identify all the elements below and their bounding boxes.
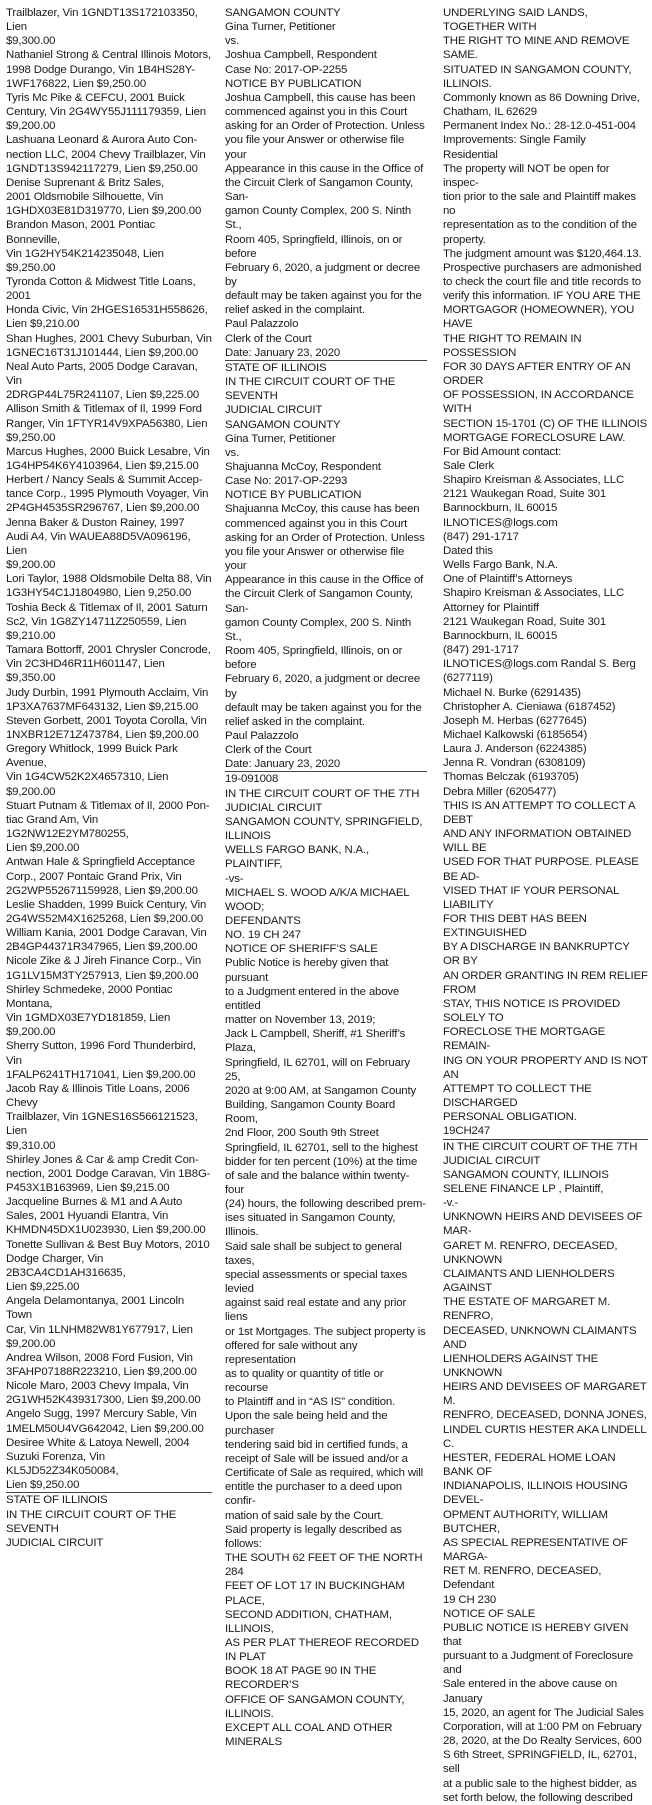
notice-line: Shan Hughes, 2001 Chevy Suburban, Vin xyxy=(6,332,212,345)
notice-line: ILLINOIS xyxy=(225,830,271,843)
notice-line: IN THE CIRCUIT COURT OF THE SEVENTH xyxy=(225,376,396,403)
notice-line: Case No: 2017-OP-2255 xyxy=(225,63,348,76)
notice-line: NOTICE OF SALE xyxy=(443,1607,536,1620)
notice-line: offered for sale without any representation xyxy=(225,1339,358,1366)
notice-line: One of Plaintiff’s Attorneys xyxy=(443,573,573,586)
notice-line: Tamara Bottorff, 2001 Chrysler Concrode, xyxy=(6,644,211,657)
notice-line: Shapiro Kreisman & Associates, LLC xyxy=(443,587,625,600)
legal-notice-block xyxy=(225,772,427,1749)
notice-line: Michael N. Burke (6291435) xyxy=(443,686,581,699)
notice-line: Commonly known as 86 Downing Drive, xyxy=(443,91,640,104)
notice-line: gamon County Complex, 200 S. Ninth St., xyxy=(225,616,412,643)
notice-line: NO. 19 CH 247 xyxy=(225,929,301,942)
notice-line: Lashuana Leonard & Aurora Auto Con- xyxy=(6,134,198,147)
notice-line: JUDICIAL CIRCUIT xyxy=(6,1536,104,1549)
notice-line: you file your Answer or otherwise file your xyxy=(225,134,405,161)
notice-line: FOR THIS DEBT HAS BEEN EXTINGUISHED xyxy=(443,913,587,940)
notice-line: Shajuanna McCoy, this cause has been xyxy=(225,503,420,516)
notice-line: Trailblazer, Vin 1GNES16S566121523, Lien xyxy=(6,1111,198,1138)
notice-line: 1GNEC16T31J101444, Lien $9,200.00 xyxy=(6,346,199,359)
notice-line: Honda Civic, Vin 2HGES16531H558626, xyxy=(6,304,208,317)
notice-line: UNKNOWN HEIRS AND DEVISEES OF MAR- xyxy=(443,1211,643,1238)
notice-line: or 1st Mortgages. The subject property is xyxy=(225,1325,426,1338)
notice-line: AN ORDER GRANTING IN REM RELIEF FROM xyxy=(443,969,648,996)
notice-line: The property will NOT be open for inspec- xyxy=(443,162,610,189)
notice-line: Herbert / Nancy Seals & Summit Accep- xyxy=(6,474,203,487)
notice-line: JUDICIAL CIRCUIT xyxy=(225,801,323,814)
notice-line: commenced against you in this Court xyxy=(225,106,408,119)
notice-line: JUDICIAL CIRCUIT xyxy=(225,404,323,417)
notice-line: GARET M. RENFRO, DECEASED, UNKNOWN xyxy=(443,1239,618,1266)
notice-line: P453X1B163969, Lien $9,215.00 xyxy=(6,1181,170,1194)
notice-line: Antwan Hale & Springfield Acceptance xyxy=(6,856,195,869)
notice-line: 1P3XA7637MF643132, Lien $9,215.00 xyxy=(6,700,199,713)
notice-line: Chatham, IL 62629 xyxy=(443,106,537,119)
notice-line: Allison Smith & Titlemax of Il, 1999 Ford xyxy=(6,403,202,416)
notice-line: $9,250.00 xyxy=(6,431,56,444)
notice-line: receipt of Sale will be issued and/or a xyxy=(225,1452,408,1465)
notice-line: MORTGAGOR (HOMEOWNER), YOU HAVE xyxy=(443,304,635,331)
notice-line: Michael Kalkowski (6185654) xyxy=(443,728,588,741)
notice-line: tance Corp., 1995 Plymouth Voyager, Vin xyxy=(6,488,209,501)
notice-line: 2121 Waukegan Road, Suite 301 xyxy=(443,615,607,628)
notice-line: nection LLC, 2004 Chevy Trailblazer, Vin xyxy=(6,148,206,161)
notice-line: SANGAMON COUNTY xyxy=(225,418,341,431)
notice-line: ILNOTICES@logs.com Randal S. Berg xyxy=(443,658,636,671)
notice-line: ises situated in Sangamon County, Illinois. xyxy=(225,1212,396,1239)
notice-line: Toshia Beck & Titlemax of Il, 2001 Saturn xyxy=(6,601,208,614)
notice-line: vs. xyxy=(225,446,240,459)
notice-line: Building, Sangamon County Board Room, xyxy=(225,1099,396,1126)
notice-line: IN THE CIRCUIT COURT OF THE 7TH xyxy=(443,1140,638,1153)
notice-line: STAY, THIS NOTICE IS PROVIDED SOLELY TO xyxy=(443,997,621,1025)
notice-line: Attorney for Plaintiff xyxy=(443,601,539,614)
notice-line: INDIANAPOLIS, ILLINOIS HOUSING DEVEL- xyxy=(443,1480,628,1507)
notice-line: Leslie Shadden, 1999 Buick Century, Vin xyxy=(6,898,207,911)
notice-line: $9,210.00 xyxy=(6,629,56,642)
notice-line: Thomas Belczak (6193705) xyxy=(443,771,579,784)
column-3 xyxy=(443,6,648,1804)
notice-line: FOR 30 DAYS AFTER ENTRY OF AN ORDER xyxy=(443,360,631,388)
notice-line: $9,200.00 xyxy=(6,1337,56,1350)
notice-line: 1GNDT13S942117279, Lien $9,250.00 xyxy=(6,162,198,175)
notice-line: Tyronda Cotton & Midwest Title Loans, 2001 xyxy=(6,275,196,303)
notice-line: William Kania, 2001 Dodge Caravan, Vin xyxy=(6,927,207,940)
notice-line: 1998 Dodge Durango, Vin 1B4HS28Y- xyxy=(6,63,195,76)
notice-line: SANGAMON COUNTY, ILLINOIS xyxy=(443,1168,609,1181)
notice-line: Springfield, IL 62701, sell to the highest xyxy=(225,1141,418,1154)
notice-line: NOTICE BY PUBLICATION xyxy=(225,77,362,90)
notice-line: Said sale shall be subject to general taxes, xyxy=(225,1240,402,1267)
notice-line: set forth below, the following described xyxy=(443,1791,633,1804)
notice-line: Sherry Sutton, 1996 Ford Thunderbird, Vin xyxy=(6,1040,196,1067)
notice-line: 2DRGP44L75R241107, Lien $9,225.00 xyxy=(6,389,200,402)
notice-line: 2nd Floor, 200 South 9th Street xyxy=(225,1127,379,1140)
notice-line: HESTER, FEDERAL HOME LOAN BANK OF xyxy=(443,1451,616,1479)
notice-line: Jenna R. Vondran (6308109) xyxy=(443,757,586,770)
notice-line: -vs- xyxy=(225,872,244,885)
notice-line: gamon County Complex, 200 S. Ninth St., xyxy=(225,205,412,232)
notice-line: FEET OF LOT 17 IN BUCKINGHAM PLACE, xyxy=(225,1580,405,1607)
notice-line: 19-091008 xyxy=(225,773,279,786)
notice-line: LINDEL CURTIS HESTER AKA LINDELL C. xyxy=(443,1423,647,1450)
notice-line: 28, 2020, at the Do Realty Services, 600 xyxy=(443,1735,642,1748)
notice-line: Paul Palazzolo xyxy=(225,318,299,331)
notice-line: 2P4GH4535SR296767, Lien $9,200.00 xyxy=(6,502,200,515)
notice-line: representation as to the condition of the xyxy=(443,219,637,232)
notice-line: Joseph M. Herbas (6277645) xyxy=(443,714,587,727)
notice-line: FORECLOSE THE MORTGAGE REMAIN- xyxy=(443,1026,606,1053)
notice-line: default may be taken against you for the xyxy=(225,701,422,714)
legal-notice-block xyxy=(443,6,648,1139)
column-2 xyxy=(225,6,427,1749)
notice-line: Room 405, Springfield, Illinois, on or before xyxy=(225,645,403,672)
notice-line: 1G1LV15M3TY257913, Lien $9,200.00 xyxy=(6,969,199,982)
notice-line: S 6th Street, SPRINGFIELD, IL, 62701, sell xyxy=(443,1749,637,1776)
notice-line: Judy Durbin, 1991 Plymouth Acclaim, Vin xyxy=(6,686,209,699)
notice-line: AND ANY INFORMATION OBTAINED WILL BE xyxy=(443,828,632,855)
notice-line: Room 405, Springfield, Illinois, on or before xyxy=(225,233,403,260)
notice-line: verify this information. IF YOU ARE THE xyxy=(443,290,641,303)
notice-line: Bannockburn, IL 60015 xyxy=(443,629,558,642)
notice-line: Upon the sale being held and the purchaser xyxy=(225,1410,388,1437)
notice-line: Joshua Campbell, Respondent xyxy=(225,49,377,62)
notice-line: against said real estate and any prior liens xyxy=(225,1297,407,1324)
notice-line: SECOND ADDITION, CHATHAM, ILLINOIS, xyxy=(225,1608,392,1635)
notice-line: Nathaniel Strong & Central Illinois Motors, xyxy=(6,49,212,62)
notice-line: (847) 291-1717 xyxy=(443,644,519,657)
legal-notice-block xyxy=(225,6,427,360)
notice-line: Jacqueline Burnes & M1 and A Auto xyxy=(6,1196,183,1209)
notice-line: (847) 291-1717 xyxy=(443,530,519,543)
notice-line: Gina Turner, Petitioner xyxy=(225,432,336,445)
notice-line: PERSONAL OBLIGATION. xyxy=(443,1111,577,1124)
notice-line: Sale entered in the above cause on January xyxy=(443,1678,618,1705)
notice-line: 1G3HY54C1J1804980, Lien 9,250.00 xyxy=(6,587,192,600)
notice-line: Improvements: Single Family xyxy=(443,134,586,147)
notice-line: mation of said sale by the Court. xyxy=(225,1509,384,1522)
notice-line: ILNOTICES@logs.com xyxy=(443,516,558,529)
notice-line: $9,300.00 xyxy=(6,35,56,48)
column-1 xyxy=(6,6,212,1549)
notice-line: February 6, 2020, a judgment or decree by xyxy=(225,673,421,700)
notice-line: Vin 1G2HY54K214235048, Lien $9,250.00 xyxy=(6,247,164,274)
notice-line: Suzuki Forenza, Vin KL5JD52Z34K050084, xyxy=(6,1450,119,1478)
notice-line: KHMDN45DX1U023930, Lien $9,200.00 xyxy=(6,1224,206,1237)
notice-line: Brandon Mason, 2001 Pontiac Bonneville, xyxy=(6,219,156,246)
notice-line: Gina Turner, Petitioner xyxy=(225,21,336,34)
notice-line: Vin 1G4CW52K2X4657310, Lien $9,200.00 xyxy=(6,771,169,798)
notice-line: Denise Suprenant & Britz Sales, xyxy=(6,176,165,189)
notice-line: NOTICE OF SHERIFF’S SALE xyxy=(225,943,378,956)
notice-line: 19CH247 xyxy=(443,1125,491,1138)
notice-line: relief asked in the complaint. xyxy=(225,304,365,317)
notice-line: BOOK 18 AT PAGE 90 IN THE RECORDER’S xyxy=(225,1665,377,1692)
notice-line: Residential xyxy=(443,148,498,161)
notice-line: Lien $9,250.00 xyxy=(6,1479,80,1492)
notice-line: Clerk of the Court xyxy=(225,744,312,757)
notice-line: Joshua Campbell, this cause has been xyxy=(225,91,416,104)
notice-line: DEFENDANTS xyxy=(225,915,301,927)
notice-line: Sc2, Vin 1G8ZY14711Z250559, Lien xyxy=(6,615,187,628)
notice-line: BY A DISCHARGE IN BANKRUPTCY OR BY xyxy=(443,941,630,968)
notice-line: THE RIGHT TO REMAIN IN POSSESSION xyxy=(443,332,582,359)
notice-line: SELENE FINANCE LP , Plaintiff, xyxy=(443,1182,604,1195)
notice-line: nection, 2001 Dodge Caravan, Vin 1B8G- xyxy=(6,1167,211,1180)
notice-line: 2121 Waukegan Road, Suite 301 xyxy=(443,488,607,501)
notice-line: 1MELM50U4VG642042, Lien $9,200.00 xyxy=(6,1422,204,1435)
notice-line: Prospective purchasers are admonished xyxy=(443,261,642,274)
notice-line: Desiree White & Latoya Newell, 2004 xyxy=(6,1436,190,1449)
notice-line: For Bid Amount contact: xyxy=(443,445,562,458)
notice-line: USED FOR THAT PURPOSE. PLEASE BE AD- xyxy=(443,856,639,883)
notice-line: RENFRO, DECEASED, DONNA JONES, xyxy=(443,1409,647,1422)
notice-line: Lien $9,200.00 xyxy=(6,842,80,855)
notice-line: Dodge Charger, Vin 2B3CA4CD1AH316635, xyxy=(6,1252,126,1279)
notice-line: Jack L Campbell, Sheriff, #1 Sheriff’s Plaza, xyxy=(225,1028,406,1055)
notice-line: Case No: 2017-OP-2293 xyxy=(225,475,348,488)
notice-line: Jenna Baker & Duston Rainey, 1997 xyxy=(6,516,185,529)
notice-line: OF POSSESSION, IN ACCORDANCE WITH xyxy=(443,389,634,416)
notice-line: 1FALP6241TH171041, Lien $9,200.00 xyxy=(6,1068,196,1081)
notice-line: pursuant to a Judgment of Foreclosure and xyxy=(443,1650,634,1677)
notice-line: Jacob Ray & Illinois Title Loans, 2006 Chevy xyxy=(6,1082,190,1110)
notice-line: SANGAMON COUNTY, SPRINGFIELD, xyxy=(225,815,423,828)
notice-line: Tonette Sullivan & Best Buy Motors, 2010 xyxy=(6,1238,210,1251)
notice-line: Paul Palazzolo xyxy=(225,729,299,742)
notice-line: 1GHDX03E81D319770, Lien $9,200.00 xyxy=(6,205,202,218)
notice-line: Marcus Hughes, 2000 Buick Lesabre, Vin xyxy=(6,445,210,458)
notice-line: 1NXBR12E71Z473784, Lien $9,200.00 xyxy=(6,728,199,741)
notice-line: STATE OF ILLINOIS xyxy=(225,361,327,374)
notice-line: Stuart Putnam & Titlemax of Il, 2000 Pon- xyxy=(6,799,210,812)
notice-line: WELLS FARGO BANK, N.A., PLAINTIFF, xyxy=(225,844,370,871)
notice-line: $9,200.00 xyxy=(6,559,56,572)
notice-line: tion prior to the sale and Plaintiff makes no xyxy=(443,191,636,218)
notice-line: Gregory Whitlock, 1999 Buick Park Avenue, xyxy=(6,743,178,770)
notice-line: of sale and the balance within twenty-four xyxy=(225,1169,410,1196)
notice-line: Lien $9,225.00 xyxy=(6,1281,80,1294)
notice-line: Vin 2C3HD46R11H601147, Lien $9,350.00 xyxy=(6,658,165,685)
notice-line: THIS IS AN ATTEMPT TO COLLECT A DEBT xyxy=(443,799,635,826)
notice-line: SECTION 15-1701 (C) OF THE ILLINOIS xyxy=(443,417,648,430)
notice-line: ING ON YOUR PROPERTY AND IS NOT AN xyxy=(443,1054,648,1081)
notice-line: bidder for ten percent (10%) at the time xyxy=(225,1155,418,1168)
notice-line: 1WF176822, Lien $9,250.00 xyxy=(6,77,147,90)
notice-line: default may be taken against you for the xyxy=(225,290,422,303)
notice-line: Appearance in this cause in the Office of xyxy=(225,162,424,175)
notice-line: EXCEPT ALL COAL AND OTHER MINERALS xyxy=(225,1721,393,1749)
notice-line: AS SPECIAL REPRESENTATIVE OF MARGA- xyxy=(443,1536,628,1564)
notice-line: Steven Gorbett, 2001 Toyota Corolla, Vin xyxy=(6,714,207,727)
notice-line: THE ESTATE OF MARGARET M. RENFRO, xyxy=(443,1296,611,1323)
notice-line: Angelo Sugg, 1997 Mercury Sable, Vin xyxy=(6,1408,197,1421)
notice-line: Lien $9,210.00 xyxy=(6,318,80,331)
notice-line: to Plaintiff and in “AS IS” condition. xyxy=(225,1396,396,1409)
notice-line: 3FAHP07188R223210, Lien $9,200.00 xyxy=(6,1366,197,1378)
notice-line: OPMENT AUTHORITY, WILLIAM BUTCHER, xyxy=(443,1508,608,1535)
notice-line: IN THE CIRCUIT COURT OF THE 7TH xyxy=(225,787,420,800)
notice-line: 2001 Oldsmobile Silhouette, Vin xyxy=(6,191,164,204)
notice-line: tendering said bid in certified funds, a xyxy=(225,1438,408,1451)
notice-line: asking for an Order of Protection. Unless xyxy=(225,531,425,544)
notice-line: DECEASED, UNKNOWN CLAIMANTS AND xyxy=(443,1324,637,1351)
notice-line: tiac Grand Am, Vin 1G2NW12E2YM780255, xyxy=(6,813,129,841)
notice-line: Lori Taylor, 1988 Oldsmobile Delta 88, Vin xyxy=(6,573,212,586)
notice-line: follows: xyxy=(225,1537,262,1550)
notice-line: SANGAMON COUNTY xyxy=(225,7,341,19)
notice-line: as to quality or quantity of title or recourse xyxy=(225,1368,384,1395)
notice-line: you file your Answer or otherwise file your xyxy=(225,545,405,573)
notice-line: Corporation, will at 1:00 PM on February xyxy=(443,1720,642,1733)
notice-line: to a Judgment entered in the above entitled xyxy=(225,985,400,1012)
notice-line: Christopher A. Cieniawa (6187452) xyxy=(443,700,616,713)
notice-line: PUBLIC NOTICE IS HEREBY GIVEN that xyxy=(443,1621,629,1648)
notice-line: to check the court file and title records to xyxy=(443,275,641,288)
notice-line: at a public sale to the highest bidder, as xyxy=(443,1777,637,1790)
notice-line: asking for an Order of Protection. Unless xyxy=(225,120,425,133)
legal-notice-block xyxy=(443,1140,648,1805)
notice-line: VISED THAT IF YOUR PERSONAL LIABILITY xyxy=(443,884,619,911)
notice-line: 2020 at 9:00 AM, at Sangamon County xyxy=(225,1084,417,1097)
notice-line: Permanent Index No.: 28-12.0-451-004 xyxy=(443,120,636,133)
notice-line: Ranger, Vin 1FTYR14V9XPA56380, Lien xyxy=(6,417,208,430)
notice-line: 2G2WP552671159928, Lien $9,200.00 xyxy=(6,884,198,897)
notice-line: Angela Delamontanya, 2001 Lincoln Town xyxy=(6,1295,185,1322)
notice-line: 2G4WS52M4X1625268, Lien $9,200.00 xyxy=(6,913,204,925)
notice-line: Nicole Zike & J Jireh Finance Corp., Vin xyxy=(6,955,202,968)
notice-line: 2B4GP44371R347965, Lien $9,200.00 xyxy=(6,941,198,954)
notice-line: February 6, 2020, a judgment or decree by xyxy=(225,261,421,288)
notice-line: the Circuit Clerk of Sangamon County, San- xyxy=(225,588,413,615)
notice-line: Springfield, IL 62701, will on February 25, xyxy=(225,1056,410,1083)
notice-line: entitle the purchaser to a deed upon confir- xyxy=(225,1481,402,1508)
notice-line: Andrea Wilson, 2008 Ford Fusion, Vin xyxy=(6,1351,193,1364)
notice-line: matter on November 13, 2019; xyxy=(225,1014,376,1027)
notice-line: -v.- xyxy=(443,1197,459,1210)
notice-line: Tyris Mc Pike & CEFCU, 2001 Buick xyxy=(6,91,185,104)
notice-line: Shajuanna McCoy, Respondent xyxy=(225,461,381,473)
notice-line: NOTICE BY PUBLICATION xyxy=(225,489,362,502)
notice-line: 2G1WH52K439317300, Lien $9,200.00 xyxy=(6,1394,201,1407)
legal-notice-block xyxy=(6,1493,212,1550)
notice-line: the Circuit Clerk of Sangamon County, San- xyxy=(225,176,413,204)
notice-line: MICHAEL S. WOOD A/K/A MICHAEL WOOD; xyxy=(225,886,410,913)
notice-line: THE RIGHT TO MINE AND REMOVE SAME. xyxy=(443,35,630,62)
notice-line: Appearance in this cause in the Office of xyxy=(225,574,424,587)
notice-line: The judgment amount was $120,464.13. xyxy=(443,247,642,260)
notice-line: Shirley Jones & Car & amp Credit Con- xyxy=(6,1153,199,1166)
notice-line: Neal Auto Parts, 2005 Dodge Caravan, Vin xyxy=(6,360,198,388)
notice-line: Date: January 23, 2020 xyxy=(225,346,341,359)
notice-line: JUDICIAL CIRCUIT xyxy=(443,1154,541,1167)
notice-line: Century, Vin 2G4WY55J111179359, Lien xyxy=(6,106,206,119)
notice-line: (6277119) xyxy=(443,672,493,685)
notice-line: 19 CH 230 xyxy=(443,1593,497,1606)
notice-line: Certificate of Sale as required, which will xyxy=(225,1467,424,1480)
notice-line: vs. xyxy=(225,35,240,48)
notice-line: Sale Clerk xyxy=(443,460,495,472)
notice-line: 15, 2020, an agent for The Judicial Sales xyxy=(443,1706,644,1719)
notice-line: RET M. RENFRO, DECEASED, Defendant xyxy=(443,1565,602,1592)
notice-line: special assessments or special taxes levied xyxy=(225,1268,407,1296)
notice-line: Audi A4, Vin WAUEA88D5VA096196, Lien xyxy=(6,530,191,557)
notice-line: Corp., 2007 Pontaic Grand Prix, Vin xyxy=(6,870,182,883)
notice-line: Wells Fargo Bank, N.A. xyxy=(443,559,558,572)
notice-line: $9,310.00 xyxy=(6,1139,56,1152)
notice-line: Vin 1GMDX03E7YD181859, Lien $9,200.00 xyxy=(6,1012,171,1039)
notice-line: (24) hours, the following described prem- xyxy=(225,1198,426,1211)
notice-line: Dated this xyxy=(443,544,493,557)
notice-line: Trailblazer, Vin 1GNDT13S172103350, Lien xyxy=(6,7,198,34)
notice-line: Car, Vin 1LNHM82W81Y677917, Lien xyxy=(6,1323,193,1336)
notice-line: Debra Miller (6205477) xyxy=(443,785,557,798)
legal-notice-block xyxy=(225,361,427,772)
notice-line: SITUATED IN SANGAMON COUNTY, ILLINOIS. xyxy=(443,63,632,90)
notice-line: UNDERLYING SAID LANDS, TOGETHER WITH xyxy=(443,7,588,34)
notice-line: AS PER PLAT THEREOF RECORDED IN PLAT xyxy=(225,1636,419,1664)
notice-line: CLAIMANTS AND LIENHOLDERS AGAINST xyxy=(443,1267,615,1295)
notice-line: STATE OF ILLINOIS xyxy=(6,1494,108,1507)
notice-line: ATTEMPT TO COLLECT THE DISCHARGED xyxy=(443,1082,592,1110)
notice-line: Nicole Maro, 2003 Chevy Impala, Vin xyxy=(6,1380,189,1393)
notice-line: Sales, 2001 Hyuandi Elantra, Vin xyxy=(6,1210,169,1223)
notice-line: property. xyxy=(443,233,486,246)
notice-line: THE SOUTH 62 FEET OF THE NORTH 284 xyxy=(225,1552,423,1579)
notice-line: IN THE CIRCUIT COURT OF THE SEVENTH xyxy=(6,1508,177,1535)
notice-line: $9,200.00 xyxy=(6,120,56,133)
notice-line: Bannockburn, IL 60015 xyxy=(443,502,558,515)
notice-line: HEIRS AND DEVISEES OF MARGARET M. xyxy=(443,1381,647,1408)
notice-line: OFFICE OF SANGAMON COUNTY, ILLINOIS. xyxy=(225,1693,405,1720)
notice-line: Clerk of the Court xyxy=(225,332,312,345)
notice-line: Laura J. Anderson (6224385) xyxy=(443,743,587,756)
notice-line: relief asked in the complaint. xyxy=(225,715,365,728)
notice-line: Shapiro Kreisman & Associates, LLC xyxy=(443,474,625,487)
legal-notice-block xyxy=(6,6,212,1492)
notice-line: LIENHOLDERS AGAINST THE UNKNOWN xyxy=(443,1352,599,1379)
notice-line: Public Notice is hereby given that pursuant xyxy=(225,957,389,984)
notice-line: Shirley Schmedeke, 2000 Pontiac Montana, xyxy=(6,983,173,1010)
notice-line: Said property is legally described as xyxy=(225,1523,402,1536)
notice-line: Date: January 23, 2020 xyxy=(225,758,341,771)
notice-line: 1G4HP54K6Y4103964, Lien $9,215.00 xyxy=(6,460,199,472)
notice-line: commenced against you in this Court xyxy=(225,517,408,530)
notice-line: MORTGAGE FORECLOSURE LAW. xyxy=(443,431,626,444)
